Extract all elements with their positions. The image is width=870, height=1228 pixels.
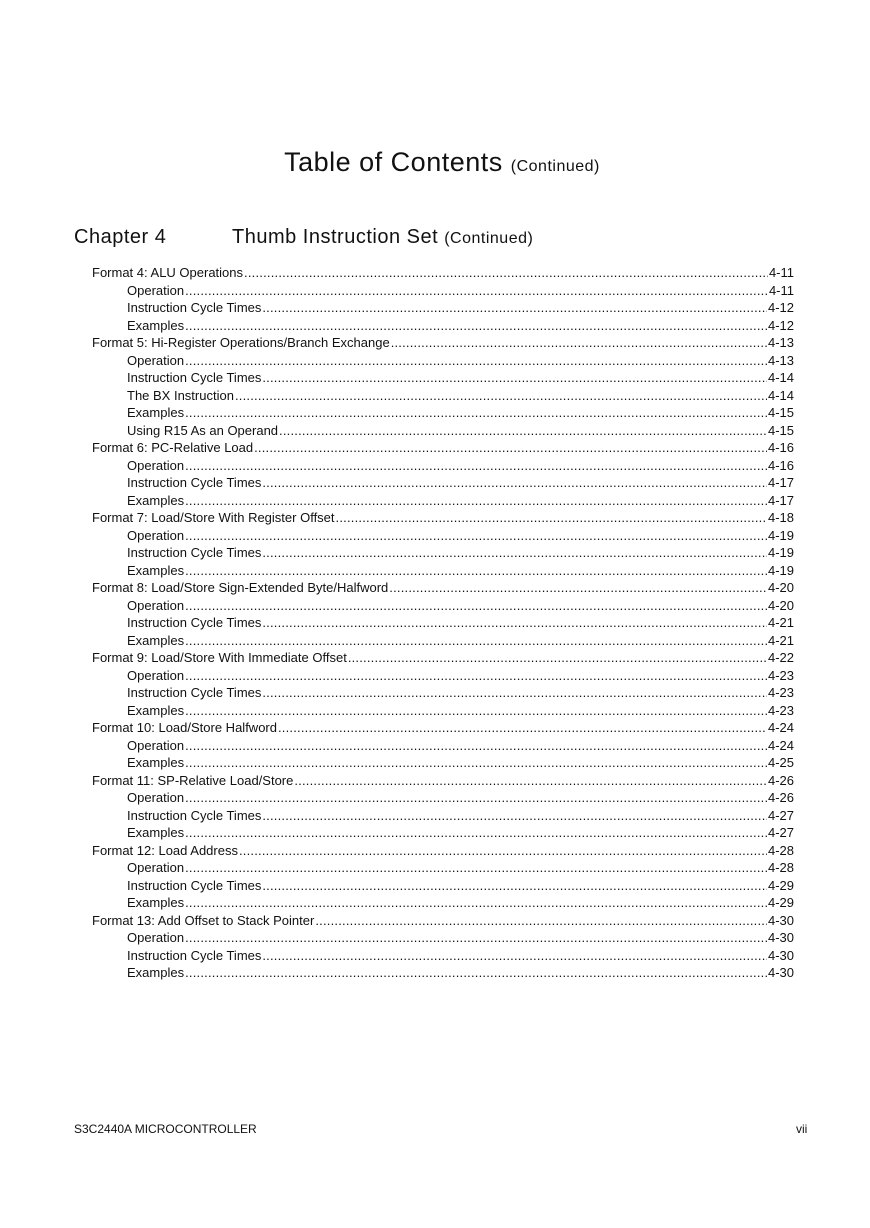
toc-entry-page: 4-25: [767, 755, 794, 770]
toc-entry-label: Operation: [127, 860, 185, 875]
toc-entry-label: Instruction Cycle Times: [127, 370, 262, 385]
toc-subsection-entry[interactable]: [92, 299, 794, 317]
toc-dot-leader: [185, 457, 767, 475]
toc-entry-page: 4-14: [767, 387, 794, 403]
toc-entry-label: Format 11: SP-Relative Load/Store: [92, 772, 294, 788]
toc-subsection-entry[interactable]: [92, 702, 794, 720]
toc-dot-leader: [185, 929, 767, 947]
toc-subsection-entry[interactable]: [92, 894, 794, 912]
toc-subsection-entry[interactable]: [92, 859, 794, 877]
toc-entry-page: 4-11: [768, 282, 794, 298]
toc-dot-leader: [254, 439, 767, 457]
toc-section-entry[interactable]: [92, 772, 794, 790]
toc-dot-leader: [262, 369, 767, 387]
toc-entry-label: The BX Instruction: [127, 387, 234, 403]
toc-entry-page: 4-12: [767, 317, 794, 333]
toc-dot-leader: [239, 842, 767, 860]
toc-entry-page: 4-19: [767, 545, 794, 560]
toc-entry-page: 4-26: [767, 772, 794, 788]
toc-subsection-entry[interactable]: [92, 527, 794, 545]
toc-section-entry[interactable]: [92, 579, 794, 597]
toc-entry-label: Instruction Cycle Times: [127, 545, 262, 560]
toc-entry-page: 4-17: [767, 475, 794, 490]
toc-dot-leader: [279, 422, 767, 440]
toc-dot-leader: [262, 807, 767, 825]
toc-dot-leader: [185, 754, 767, 772]
toc-entry-page: 4-28: [767, 860, 794, 875]
toc-entry-page: 4-14: [767, 370, 794, 385]
chapter-name: Thumb Instruction Set: [232, 226, 439, 248]
toc-entry-label: Operation: [127, 597, 185, 613]
toc-entry-page: 4-23: [767, 702, 794, 718]
toc-entry-label: Examples: [127, 755, 185, 770]
toc-section-entry[interactable]: [92, 842, 794, 860]
toc-dot-leader: [185, 562, 767, 580]
toc-dot-leader: [389, 579, 767, 597]
toc-section-entry[interactable]: [92, 439, 794, 457]
footer-page-number: vii: [796, 1122, 808, 1136]
toc-entry-page: 4-20: [767, 580, 794, 595]
toc-entry-label: Format 8: Load/Store Sign-Extended Byte/Halfword: [92, 580, 389, 595]
toc-subsection-entry[interactable]: [92, 632, 794, 650]
toc-entry-label: Examples: [127, 492, 185, 508]
toc-subsection-entry[interactable]: [92, 404, 794, 422]
toc-subsection-entry[interactable]: [92, 544, 794, 562]
toc-entry-label: Instruction Cycle Times: [127, 947, 262, 963]
toc-entry-label: Format 7: Load/Store With Register Offset: [92, 510, 335, 525]
toc-entry-page: 4-12: [767, 300, 794, 315]
toc-entry-label: Instruction Cycle Times: [127, 475, 262, 490]
toc-dot-leader: [262, 947, 767, 965]
toc-dot-leader: [278, 719, 767, 737]
toc-entry-page: 4-24: [767, 737, 794, 753]
toc-dot-leader: [185, 667, 767, 685]
footer-product-name: S3C2440A MICROCONTROLLER: [74, 1122, 257, 1136]
toc-dot-leader: [185, 894, 767, 912]
toc-subsection-entry[interactable]: [92, 492, 794, 510]
toc-section-entry[interactable]: [92, 509, 794, 527]
toc-dot-leader: [185, 632, 767, 650]
toc-dot-leader: [185, 702, 767, 720]
toc-entry-label: Operation: [127, 527, 185, 543]
toc-dot-leader: [185, 964, 767, 982]
toc-section-entry[interactable]: [92, 264, 794, 282]
toc-entry-label: Examples: [127, 632, 185, 648]
toc-entry-label: Operation: [127, 930, 185, 945]
toc-entry-label: Examples: [127, 702, 185, 718]
toc-dot-leader: [294, 772, 767, 790]
toc-dot-leader: [185, 527, 767, 545]
toc-subsection-entry[interactable]: [92, 614, 794, 632]
toc-dot-leader: [185, 789, 767, 807]
toc-entry-label: Operation: [127, 737, 185, 753]
toc-entry-page: 4-13: [767, 335, 794, 350]
toc-entry-page: 4-29: [767, 895, 794, 910]
toc-entry-label: Operation: [127, 282, 185, 298]
toc-entry-page: 4-16: [767, 440, 794, 455]
toc-dot-leader: [262, 299, 767, 317]
toc-entry-page: 4-13: [767, 352, 794, 368]
toc-list: [92, 264, 794, 982]
toc-dot-leader: [185, 737, 767, 755]
toc-dot-leader: [262, 544, 767, 562]
toc-dot-leader: [185, 404, 767, 422]
toc-entry-page: 4-30: [767, 965, 794, 980]
toc-subsection-entry[interactable]: [92, 352, 794, 370]
toc-dot-leader: [262, 877, 767, 895]
toc-entry-page: 4-28: [767, 842, 794, 858]
page-title: [0, 147, 870, 178]
toc-subsection-entry[interactable]: [92, 597, 794, 615]
page-title-main: Table of Contents: [284, 147, 503, 177]
toc-entry-label: Format 12: Load Address: [92, 842, 238, 858]
toc-entry-label: Examples: [127, 895, 185, 910]
toc-subsection-entry[interactable]: [92, 667, 794, 685]
toc-entry-page: 4-23: [767, 667, 794, 683]
toc-subsection-entry[interactable]: [92, 474, 794, 492]
toc-entry-label: Instruction Cycle Times: [127, 807, 262, 823]
toc-entry-page: 4-30: [767, 912, 794, 928]
toc-entry-label: Format 13: Add Offset to Stack Pointer: [92, 912, 315, 928]
toc-dot-leader: [185, 317, 767, 335]
toc-dot-leader: [185, 492, 767, 510]
toc-entry-page: 4-17: [767, 492, 794, 508]
toc-entry-label: Examples: [127, 562, 185, 578]
toc-dot-leader: [244, 264, 768, 282]
toc-entry-label: Using R15 As an Operand: [127, 422, 279, 438]
toc-entry-label: Format 10: Load/Store Halfword: [92, 720, 277, 735]
toc-subsection-entry[interactable]: [92, 457, 794, 475]
toc-subsection-entry[interactable]: [92, 964, 794, 982]
toc-entry-page: 4-19: [767, 562, 794, 578]
toc-subsection-entry[interactable]: [92, 877, 794, 895]
toc-entry-label: Format 4: ALU Operations: [92, 265, 244, 280]
toc-subsection-entry[interactable]: [92, 387, 794, 405]
toc-entry-label: Operation: [127, 667, 185, 683]
toc-subsection-entry[interactable]: [92, 929, 794, 947]
toc-subsection-entry[interactable]: [92, 807, 794, 825]
toc-entry-page: 4-20: [767, 597, 794, 613]
toc-entry-label: Format 9: Load/Store With Immediate Offset: [92, 650, 347, 665]
toc-section-entry[interactable]: [92, 649, 794, 667]
toc-subsection-entry[interactable]: [92, 562, 794, 580]
toc-entry-label: Examples: [127, 825, 185, 840]
toc-entry-label: Format 5: Hi-Register Operations/Branch Exchange: [92, 335, 390, 350]
toc-entry-page: 4-21: [767, 632, 794, 648]
toc-entry-label: Operation: [127, 352, 185, 368]
page-title-continued: (Continued): [510, 158, 600, 175]
toc-entry-label: Examples: [127, 405, 185, 420]
toc-entry-page: 4-15: [767, 405, 794, 420]
toc-entry-label: Instruction Cycle Times: [127, 685, 262, 700]
toc-entry-page: 4-22: [767, 650, 794, 665]
toc-subsection-entry[interactable]: [92, 422, 794, 440]
toc-subsection-entry[interactable]: [92, 824, 794, 842]
toc-section-entry[interactable]: [92, 912, 794, 930]
toc-dot-leader: [185, 859, 767, 877]
toc-dot-leader: [185, 824, 767, 842]
toc-entry-page: 4-27: [767, 807, 794, 823]
toc-dot-leader: [235, 387, 767, 405]
toc-entry-label: Operation: [127, 457, 185, 473]
toc-entry-page: 4-18: [767, 510, 794, 525]
toc-entry-label: Format 6: PC-Relative Load: [92, 440, 254, 455]
chapter-heading: [74, 226, 834, 249]
toc-entry-page: 4-30: [767, 947, 794, 963]
toc-entry-page: 4-24: [767, 720, 794, 735]
toc-dot-leader: [262, 684, 767, 702]
chapter-continued: (Continued): [444, 230, 534, 247]
chapter-number: Chapter 4: [74, 226, 167, 248]
toc-entry-page: 4-23: [767, 685, 794, 700]
toc-entry-page: 4-11: [768, 265, 794, 280]
toc-entry-page: 4-30: [767, 930, 794, 945]
toc-dot-leader: [185, 282, 768, 300]
toc-entry-page: 4-15: [767, 422, 794, 438]
toc-section-entry[interactable]: [92, 334, 794, 352]
toc-dot-leader: [262, 474, 767, 492]
toc-dot-leader: [262, 614, 767, 632]
toc-subsection-entry[interactable]: [92, 282, 794, 300]
toc-subsection-entry[interactable]: [92, 737, 794, 755]
toc-dot-leader: [185, 597, 767, 615]
toc-subsection-entry[interactable]: [92, 684, 794, 702]
toc-dot-leader: [391, 334, 767, 352]
toc-entry-label: Instruction Cycle Times: [127, 877, 262, 893]
toc-subsection-entry[interactable]: [92, 317, 794, 335]
toc-entry-page: 4-19: [767, 527, 794, 543]
toc-entry-label: Examples: [127, 317, 185, 333]
toc-entry-page: 4-16: [767, 457, 794, 473]
toc-dot-leader: [185, 352, 767, 370]
toc-entry-label: Instruction Cycle Times: [127, 615, 262, 630]
toc-entry-page: 4-29: [767, 877, 794, 893]
toc-subsection-entry[interactable]: [92, 789, 794, 807]
toc-entry-page: 4-27: [767, 825, 794, 840]
toc-entry-page: 4-26: [767, 790, 794, 805]
toc-subsection-entry[interactable]: [92, 754, 794, 772]
toc-subsection-entry[interactable]: [92, 369, 794, 387]
toc-entry-label: Examples: [127, 965, 185, 980]
toc-entry-page: 4-21: [767, 615, 794, 630]
toc-dot-leader: [348, 649, 767, 667]
toc-section-entry[interactable]: [92, 719, 794, 737]
toc-dot-leader: [315, 912, 767, 930]
toc-entry-label: Instruction Cycle Times: [127, 300, 262, 315]
toc-dot-leader: [336, 509, 767, 527]
toc-subsection-entry[interactable]: [92, 947, 794, 965]
toc-entry-label: Operation: [127, 790, 185, 805]
